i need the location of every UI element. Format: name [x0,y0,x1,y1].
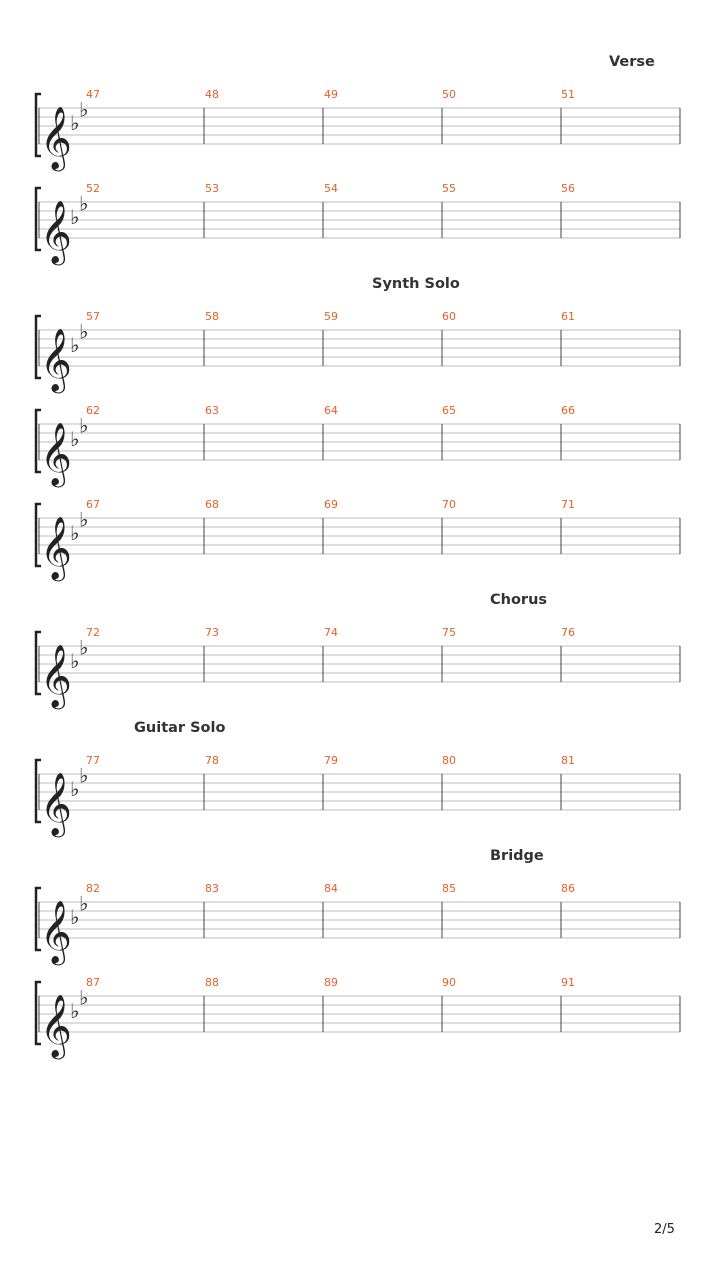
staff-system [0,976,720,1057]
treble-clef-icon: 𝄞 [40,644,72,707]
measure-number: 53 [205,182,219,195]
staff-svg [0,88,720,169]
page-number: 2/5 [654,1222,675,1237]
flat-icon: ♭ [79,191,89,216]
flat-icon: ♭ [79,97,89,122]
flat-icon: ♭ [79,507,89,532]
staff-svg [0,882,720,963]
staff-svg [0,310,720,391]
measure-number: 50 [442,88,456,101]
measure-number: 58 [205,310,219,323]
flat-icon: ♭ [79,985,89,1010]
treble-clef-icon: 𝄞 [40,422,72,485]
flat-icon: ♭ [70,777,80,801]
treble-clef-icon: 𝄞 [40,900,72,963]
treble-clef-icon: 𝄞 [40,328,72,391]
staff-svg [0,404,720,485]
staff-system [0,404,720,485]
treble-clef-icon: 𝄞 [40,994,72,1057]
measure-number: 72 [86,626,100,639]
measure-number: 54 [324,182,338,195]
flat-icon: ♭ [70,333,80,357]
measure-number: 76 [561,626,575,639]
measure-number: 81 [561,754,575,767]
staff-svg [0,626,720,707]
measure-number: 82 [86,882,100,895]
measure-number: 77 [86,754,100,767]
measure-number: 65 [442,404,456,417]
measure-number: 57 [86,310,100,323]
measure-number: 89 [324,976,338,989]
section-label-bridge: Bridge [490,848,544,864]
measure-number: 86 [561,882,575,895]
measure-number: 62 [86,404,100,417]
measure-number: 47 [86,88,100,101]
flat-icon: ♭ [70,999,80,1023]
flat-icon: ♭ [70,427,80,451]
staff-system [0,182,720,263]
section-label-verse: Verse [609,54,655,70]
measure-number: 61 [561,310,575,323]
flat-icon: ♭ [79,413,89,438]
staff-system [0,626,720,707]
measure-number: 87 [86,976,100,989]
measure-number: 88 [205,976,219,989]
measure-number: 84 [324,882,338,895]
flat-icon: ♭ [79,319,89,344]
flat-icon: ♭ [70,905,80,929]
treble-clef-icon: 𝄞 [40,772,72,835]
flat-icon: ♭ [79,635,89,660]
staff-system [0,754,720,835]
treble-clef-icon: 𝄞 [40,106,72,169]
measure-number: 90 [442,976,456,989]
flat-icon: ♭ [79,763,89,788]
staff-svg [0,182,720,263]
measure-number: 69 [324,498,338,511]
measure-number: 73 [205,626,219,639]
section-label-chorus: Chorus [490,592,548,608]
measure-number: 91 [561,976,575,989]
measure-number: 56 [561,182,575,195]
staff-svg [0,498,720,579]
measure-number: 71 [561,498,575,511]
staff-system [0,88,720,169]
measure-number: 52 [86,182,100,195]
measure-number: 70 [442,498,456,511]
staff-svg [0,976,720,1057]
staff-system [0,882,720,963]
measure-number: 51 [561,88,575,101]
measure-number: 48 [205,88,219,101]
flat-icon: ♭ [79,891,89,916]
measure-number: 67 [86,498,100,511]
treble-clef-icon: 𝄞 [40,516,72,579]
measure-number: 80 [442,754,456,767]
measure-number: 64 [324,404,338,417]
measure-number: 66 [561,404,575,417]
treble-clef-icon: 𝄞 [40,200,72,263]
measure-number: 78 [205,754,219,767]
flat-icon: ♭ [70,111,80,135]
measure-number: 79 [324,754,338,767]
section-label-guitar-solo: Guitar Solo [134,720,226,736]
flat-icon: ♭ [70,649,80,673]
measure-number: 59 [324,310,338,323]
measure-number: 63 [205,404,219,417]
measure-number: 85 [442,882,456,895]
flat-icon: ♭ [70,521,80,545]
measure-number: 68 [205,498,219,511]
measure-number: 83 [205,882,219,895]
flat-icon: ♭ [70,205,80,229]
staff-svg [0,754,720,835]
staff-system [0,498,720,579]
staff-system [0,310,720,391]
measure-number: 60 [442,310,456,323]
measure-number: 75 [442,626,456,639]
measure-number: 74 [324,626,338,639]
section-label-synth-solo: Synth Solo [372,276,460,292]
measure-number: 49 [324,88,338,101]
measure-number: 55 [442,182,456,195]
